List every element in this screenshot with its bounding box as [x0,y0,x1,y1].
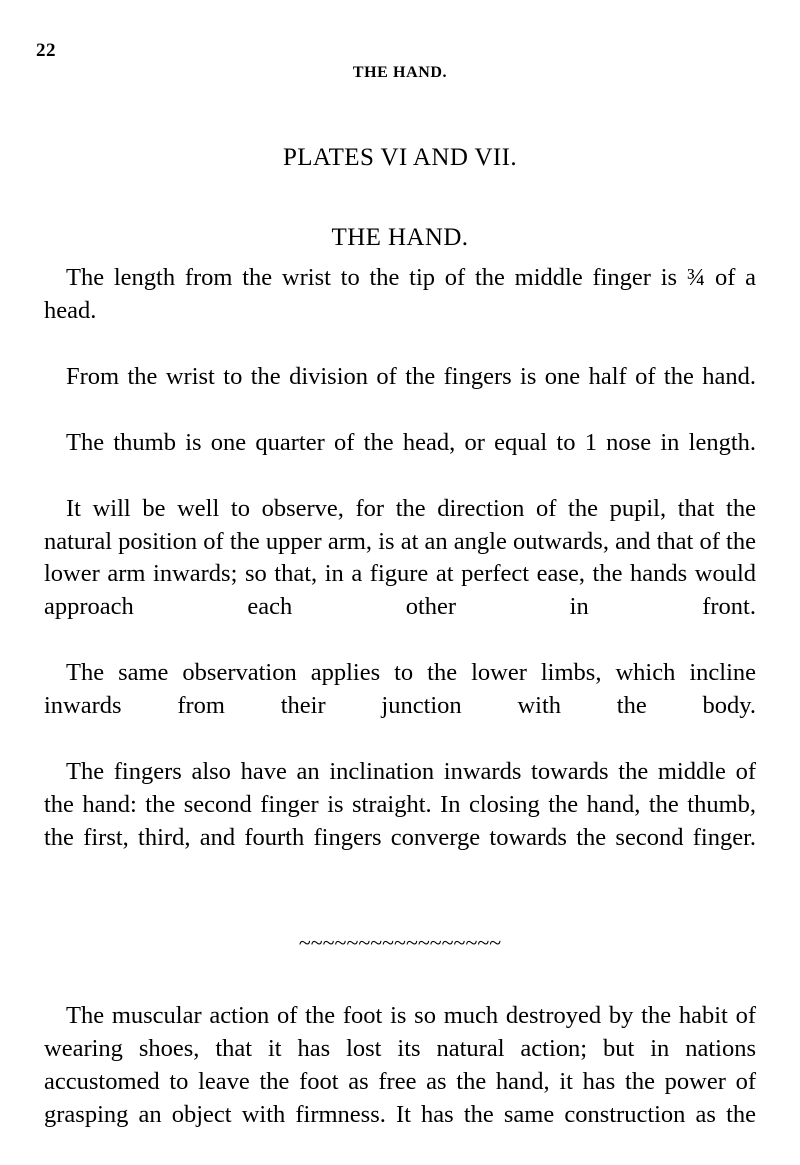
closing-text-block [44,1000,756,1165]
plates-title: PLATES VI AND VII. [282,144,518,171]
section-divider: ~~~~~~~~~~~~~~~~~ [298,929,502,955]
body-text-block [44,262,756,888]
paragraph: The thumb is one quarter of the head, or equal to 1 nose in length. [66,428,756,456]
paragraph: The muscular action of the foot is so much destroyed by the habit of wearing shoes, that it has lost its natural action; but in nations accustomed to leave the foot as free as the hand, it has the power of grasping an object with firmness. It has the same construction as the [44,1001,756,1128]
paragraph: The length from the wrist to the tip of the middle finger is ¾ of a head. [44,264,756,324]
section-title: THE HAND. [331,224,469,251]
paragraph: The fingers also have an inclination inwards towards the middle of the hand: the second finger is straight. In closing the hand, the thumb, the first, third, and fourth fingers converge towards the second finger. [44,758,756,851]
page-number: 22 [36,40,56,61]
paragraph: From the wrist to the division of the fingers is one half of the hand. [66,362,756,390]
paragraph: The same observation applies to the lower limbs, which incline inwards from their junction with the body. [44,659,756,720]
paragraph: It will be well to observe, for the direction of the pupil, that the natural position of the upper arm, is at an angle outwards, and that of the lower arm inwards; so that, in a figure at perfect ease, the hands would approach each other in front. [44,494,756,621]
running-head: THE HAND. [352,64,448,81]
